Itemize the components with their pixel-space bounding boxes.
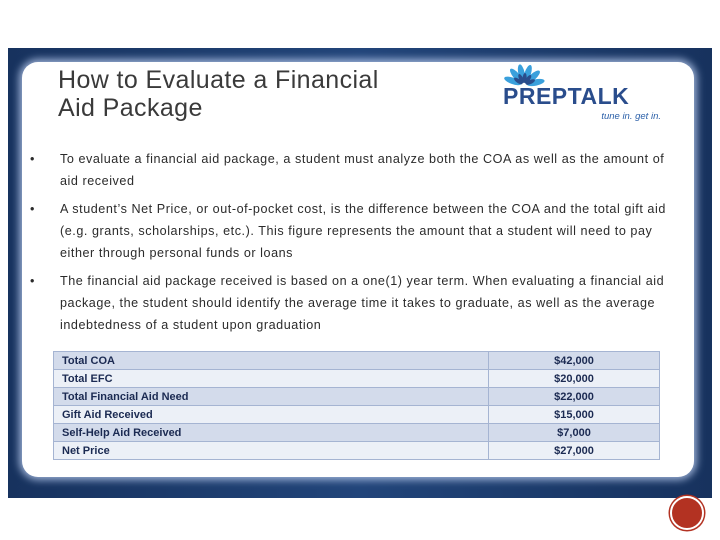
slide-title-line-2: Aid Package (58, 94, 203, 122)
brand-tagline: tune in. get in. (601, 111, 661, 122)
row-value: $7,000 (489, 424, 660, 442)
bullet-dot: • (30, 274, 35, 288)
table-row (54, 352, 660, 370)
aid-summary-table (53, 351, 660, 460)
table-row (54, 370, 660, 388)
slide-nav-button[interactable] (670, 496, 704, 530)
row-value: $42,000 (489, 352, 660, 370)
bullet-item (30, 198, 680, 264)
table-row (54, 388, 660, 406)
row-value: $27,000 (489, 442, 660, 460)
row-value: $22,000 (489, 388, 660, 406)
starburst-logo-icon (497, 64, 667, 124)
row-label: Self-Help Aid Received (54, 424, 489, 442)
preptalk-logo (497, 64, 667, 124)
row-label: Total EFC (54, 370, 489, 388)
bullet-item (30, 270, 680, 336)
table-row (54, 442, 660, 460)
row-label: Total COA (54, 352, 489, 370)
slide-title (58, 66, 379, 122)
bullet-list (30, 148, 680, 342)
bullet-text: A student’s Net Price, or out-of-pocket cost, is the difference between the COA and the total gift aid (e.g. grants, scholarships, etc.). This figure represents the amount that a student will need to pay either through personal funds or loans (60, 202, 666, 260)
bullet-text: To evaluate a financial aid package, a student must analyze both the COA as well as the amount of aid received (60, 152, 665, 188)
row-label: Net Price (54, 442, 489, 460)
brand-name: PREPTALK (503, 83, 630, 109)
table-row (54, 424, 660, 442)
bullet-dot: • (30, 202, 35, 216)
table-row (54, 406, 660, 424)
bullet-text: The financial aid package received is based on a one(1) year term. When evaluating a financial aid package, the student should identify the average time it takes to graduate, as well as the average indebtedness of a student upon graduation (60, 274, 665, 332)
row-label: Gift Aid Received (54, 406, 489, 424)
row-value: $15,000 (489, 406, 660, 424)
bullet-dot: • (30, 152, 35, 166)
row-label: Total Financial Aid Need (54, 388, 489, 406)
bullet-item (30, 148, 680, 192)
slide-title-line-1: How to Evaluate a Financial (58, 66, 379, 94)
row-value: $20,000 (489, 370, 660, 388)
